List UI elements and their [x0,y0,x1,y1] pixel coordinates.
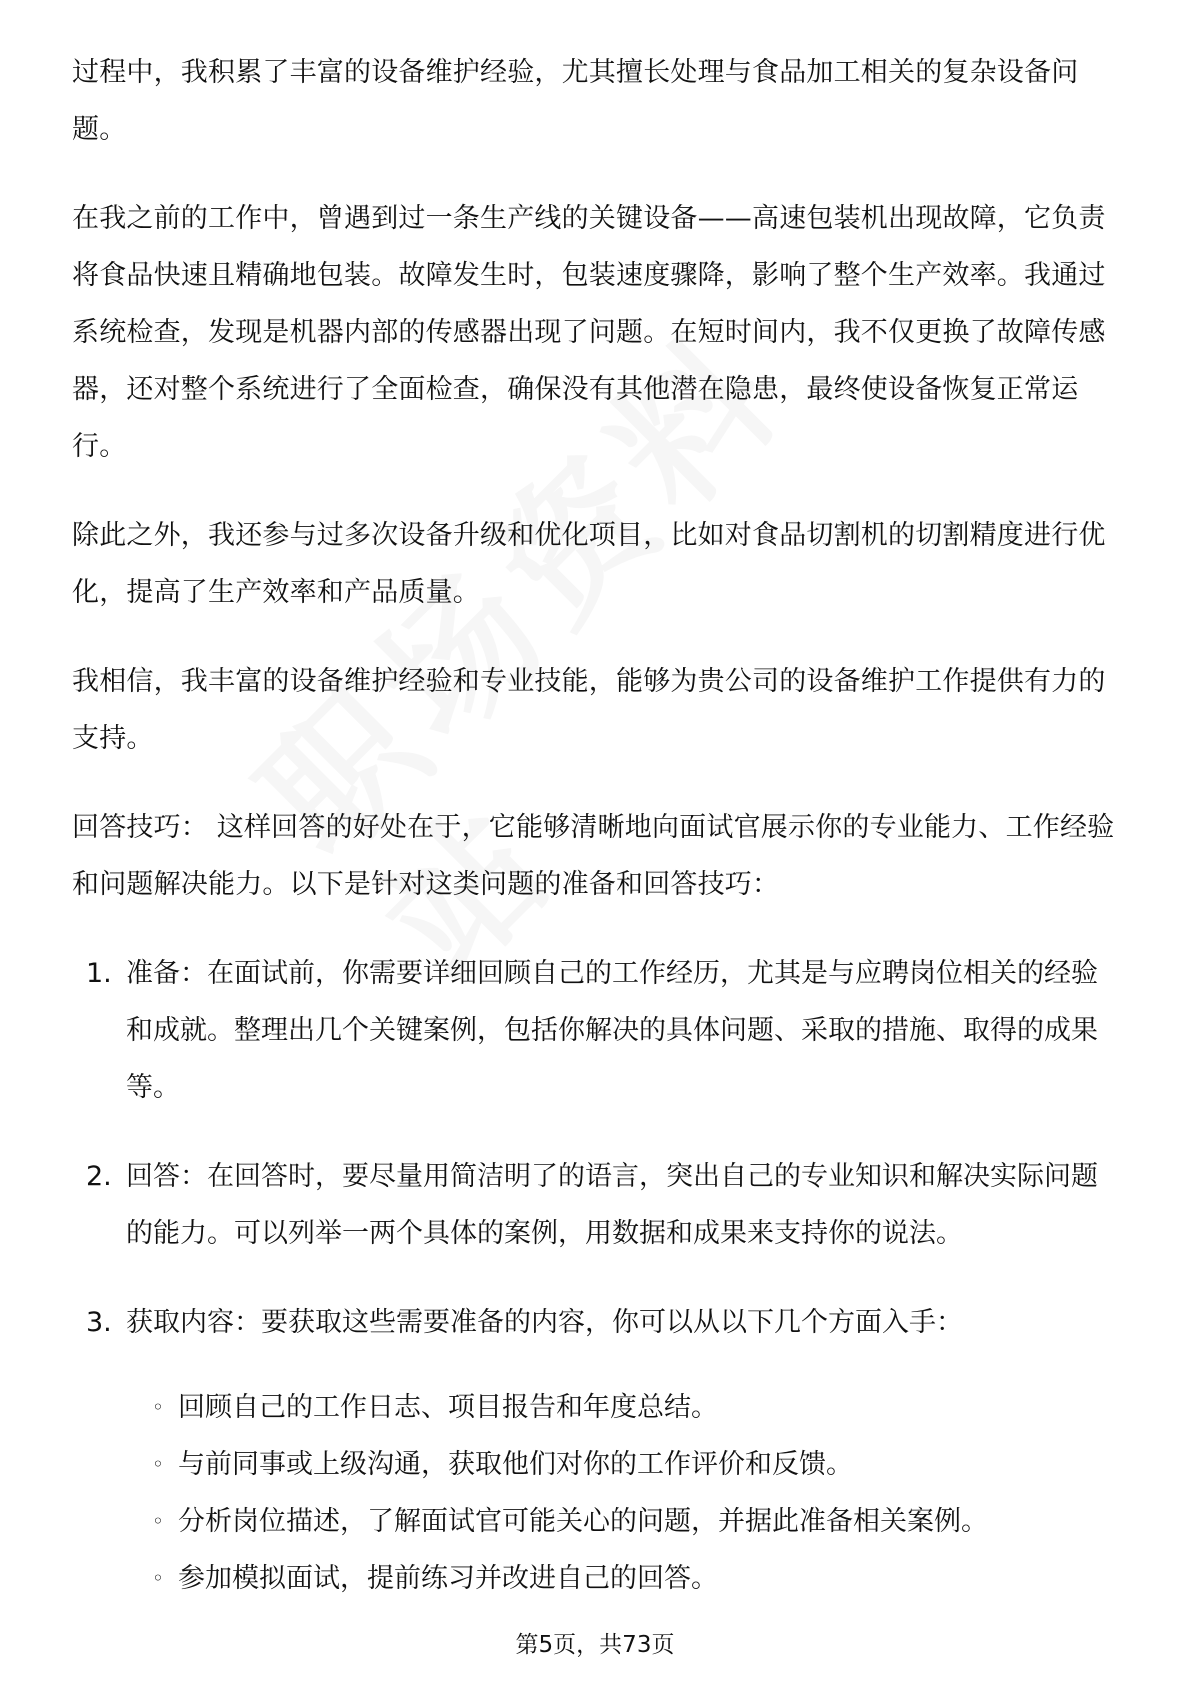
list-number: 3. [86,1307,112,1338]
bullet-icon: ◦ [152,1566,164,1590]
bullet-icon: ◦ [152,1395,164,1419]
list-item-text: 参加模拟面试，提前练习并改进自己的回答。 [178,1563,718,1594]
list-item-text: 分析岗位描述，了解面试官可能关心的问题，并据此准备相关案例。 [178,1506,988,1537]
list-item-text: 回顾自己的工作日志、项目报告和年度总结。 [178,1392,718,1423]
list-item-text: 获取内容：要获取这些需要准备的内容，你可以从以下几个方面入手： [126,1307,963,1338]
sub-list [72,1379,1122,1607]
list-item [72,1493,1122,1550]
list-item [72,1436,1122,1493]
ordered-list [72,945,1122,1351]
bullet-icon: ◦ [152,1509,164,1533]
document-content [72,44,1122,1607]
list-number: 2. [86,1161,112,1192]
list-number: 1. [86,958,112,989]
list-item [72,1148,1122,1262]
paragraph: 回答技巧： 这样回答的好处在于，它能够清晰地向面试官展示你的专业能力、工作经验和问题解决能力。以下是针对这类问题的准备和回答技巧： [72,812,1115,900]
list-item [72,1379,1122,1436]
bullet-icon: ◦ [152,1452,164,1476]
paragraph: 除此之外，我还参与过多次设备升级和优化项目，比如对食品切割机的切割精度进行优化，提高了生产效率和产品质量。 [72,520,1106,608]
paragraph: 过程中，我积累了丰富的设备维护经验，尤其擅长处理与食品加工相关的复杂设备问题。 [72,57,1079,145]
list-item [72,1550,1122,1607]
paragraph: 我相信，我丰富的设备维护经验和专业技能，能够为贵公司的设备维护工作提供有力的支持。 [72,666,1106,754]
list-item [72,945,1122,1116]
list-item-text: 准备：在面试前，你需要详细回顾自己的工作经历，尤其是与应聘岗位相关的经验和成就。整理出几个关键案例，包括你解决的具体问题、采取的措施、取得的成果等。 [126,958,1098,1103]
list-item-text: 与前同事或上级沟通，获取他们对你的工作评价和反馈。 [178,1449,853,1480]
list-item-text: 回答：在回答时，要尽量用简洁明了的语言，突出自己的专业知识和解决实际问题的能力。可以列举一两个具体的案例，用数据和成果来支持你的说法。 [126,1161,1098,1249]
page-footer: 第5页，共73页 [515,1632,675,1658]
paragraph: 在我之前的工作中，曾遇到过一条生产线的关键设备——高速包装机出现故障，它负责将食品快速且精确地包装。故障发生时，包装速度骤降，影响了整个生产效率。我通过系统检查，发现是机器内部的传感器出现了问题。在短时间内，我不仅更换了故障传感器，还对整个系统进行了全面检查，确保没有其他潜在隐患，最终使设备恢复正常运行。 [72,203,1106,462]
list-item [72,1294,1122,1351]
